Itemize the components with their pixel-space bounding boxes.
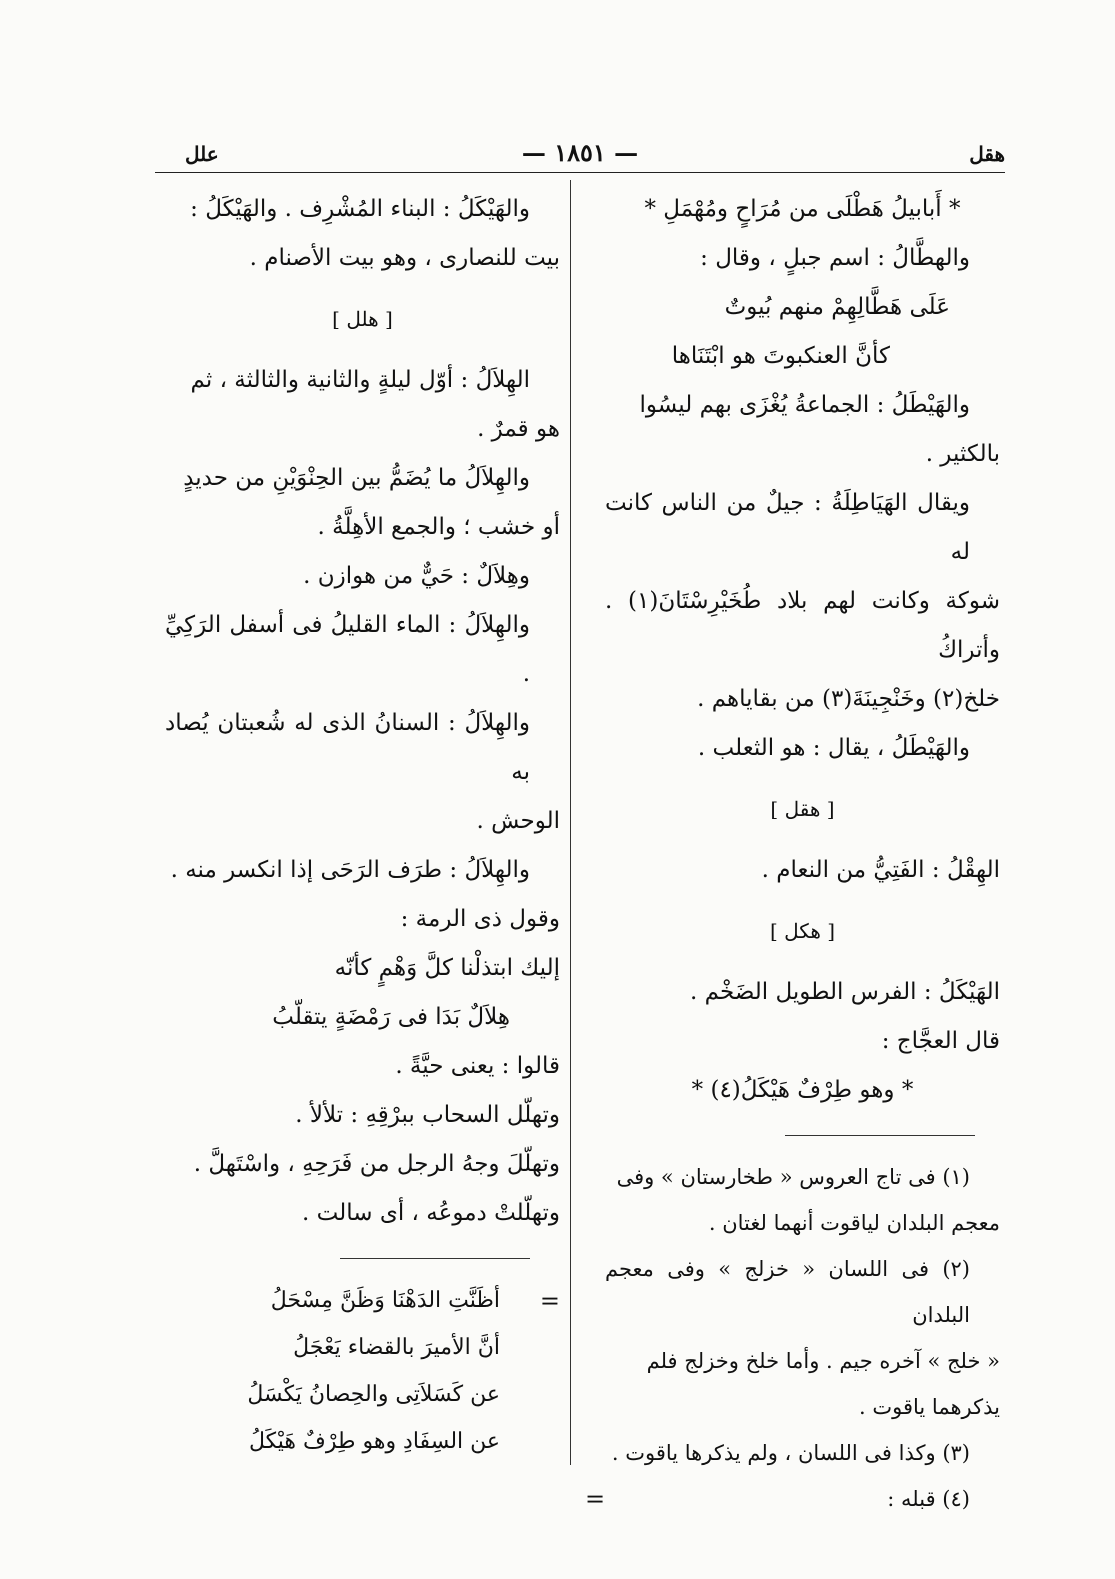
footnote-rule — [340, 1258, 530, 1259]
left-column — [165, 185, 560, 1465]
column-divider — [570, 180, 571, 1465]
text-line: والهِلاَلُ : طرَف الرَحَى إذا انكسر منه . — [170, 857, 530, 883]
text-line: والهَيْطَلُ ، يقال : هو الثعلب . — [697, 735, 970, 761]
header-right-word: هقل — [969, 142, 1005, 166]
text-line: خلخ(٢) وخَنْجِينَةَ(٣) من بقاياهم . — [697, 686, 1000, 712]
verse-line: هِلاَلٌ بَدَا فى رَمْضَةٍ يتقلّبُ — [272, 1004, 510, 1030]
text-line: هو قمرٌ . — [477, 416, 560, 442]
verse-line: عن السِفَادِ وهو طِرْفٌ هَيْكَلُ — [248, 1429, 500, 1454]
text-line: الهِلاَلُ : أوّل ليلةٍ والثانية والثالثة ، ثم — [190, 367, 530, 393]
footnote-line — [585, 1476, 1000, 1522]
verse-line: * وهو طِرْفٌ هَيْكَلُ(٤) * — [691, 1077, 914, 1103]
text-line: ويقال الهَيَاطِلَةُ : جيلٌ من الناس كانت له — [605, 490, 970, 565]
footnote-line: (٣) وكذا فى اللسان ، ولم يذكرها ياقوت . — [611, 1441, 970, 1465]
text-line: قال العجَّاج : — [881, 1028, 1000, 1054]
text-line: الهَيْكَلُ : الفرس الطويل الضَخْم . — [690, 979, 1000, 1005]
page-header — [155, 138, 1005, 172]
text-line: الهِقْلُ : الفَتِيُّ من النعام . — [761, 857, 1000, 883]
text-line: والهَيْكَلُ : البناء المُشْرِف . والهَيْكَلُ : — [190, 196, 530, 222]
text-line: وتهلّل السحاب ببرْقِهِ : تلألأ . — [295, 1102, 560, 1128]
footnote-line: (٢) فى اللسان « خزلج » وفى معجم البلدان — [605, 1257, 970, 1327]
text-line: والهَيْطَلُ : الجماعةُ يُغْزَى بهم ليسُوا — [639, 392, 970, 418]
text-line: بيت للنصارى ، وهو بيت الأصنام . — [249, 245, 560, 271]
footnote-text: (٤) قبله : — [887, 1487, 970, 1511]
continuation-mark: = — [539, 1287, 560, 1315]
footnote-line: يذكرهما ياقوت . — [859, 1395, 1000, 1419]
footnote-line: معجم البلدان لياقوت أنهما لغتان . — [708, 1211, 1000, 1235]
text-line: وقول ذى الرمة : — [400, 906, 560, 932]
page-number: — ١٨٥١ — — [521, 138, 639, 167]
footnote-line: (١) فى تاج العروس « طخارستان » وفى — [616, 1165, 970, 1189]
verse-line: عن كَسَلاَتِى والحِصانُ يَكْسَلُ — [247, 1382, 500, 1407]
text-line: والهطَّالُ : اسم جبلٍ ، وقال : — [700, 245, 970, 271]
text-line: بالكثير . — [925, 441, 1000, 467]
verse-line: عَلَى هَطَّالِهِمْ منهم بُيوتٌ — [724, 294, 950, 320]
entry-heading: [ هلل ] — [332, 307, 393, 331]
text-line: وهِلاَلٌ : حَيٌّ من هوازن . — [303, 563, 530, 589]
text-line: الوحش . — [476, 808, 560, 834]
entry-heading: [ هقل ] — [770, 797, 835, 821]
text-line: والهِلاَلُ : السنانُ الذى له شُعبتان يُصاد به — [165, 710, 530, 785]
text-line: والهِلاَلُ : الماء القليلُ فى أسفل الرَكِيِّ . — [165, 612, 530, 687]
verse-line: إليك ابتذلْنا كلَّ وَهْمٍ كأنّه — [334, 955, 560, 981]
header-left-word: علل — [185, 142, 219, 166]
entry-heading: [ هكل ] — [769, 919, 836, 943]
text-line: قالوا : يعنى حيَّةً . — [395, 1053, 560, 1079]
footnote-rule — [785, 1135, 975, 1136]
header-rule — [155, 172, 1005, 173]
right-column — [585, 185, 1000, 1522]
footnote-verse-block — [165, 1277, 560, 1465]
verse-line: أنَّ الأميرَ بالقضاء يَعْجَلُ — [293, 1335, 500, 1360]
verse-line: كأنَّ العنكبوتَ هو ابْتَنَاها — [671, 343, 890, 369]
text-line: والهِلاَلُ ما يُضَمُّ بين الحِنْوَيْنِ من حديدٍ — [183, 465, 530, 491]
footnotes — [585, 1154, 1000, 1522]
verse-line: أظَنَّتِ الدَهْنَا وَظَنَّ مِسْحَلُ — [270, 1288, 500, 1313]
text-line: وتهلّلَ وجهُ الرجل من فَرَحِهِ ، واسْتَهلَّ . — [193, 1151, 560, 1177]
footnote-line: « خلج » آخره جيم . وأما خلخ وخزلج فلم — [646, 1349, 1000, 1373]
text-line: وتهلّلتْ دموعُه ، أى سالت . — [302, 1200, 560, 1226]
text-line: شوكة وكانت لهم بلاد طُخَيْرِسْتَانَ(١) . وأتراكُ — [605, 588, 1000, 663]
text-line: أو خشب ؛ والجمع الأهِلَّةُ . — [317, 514, 560, 540]
continuation-mark: = — [585, 1485, 606, 1513]
verse-line: * أَبابيلُ هَطْلَى من مُرَاحٍ ومُهْمَلِ * — [644, 196, 961, 222]
